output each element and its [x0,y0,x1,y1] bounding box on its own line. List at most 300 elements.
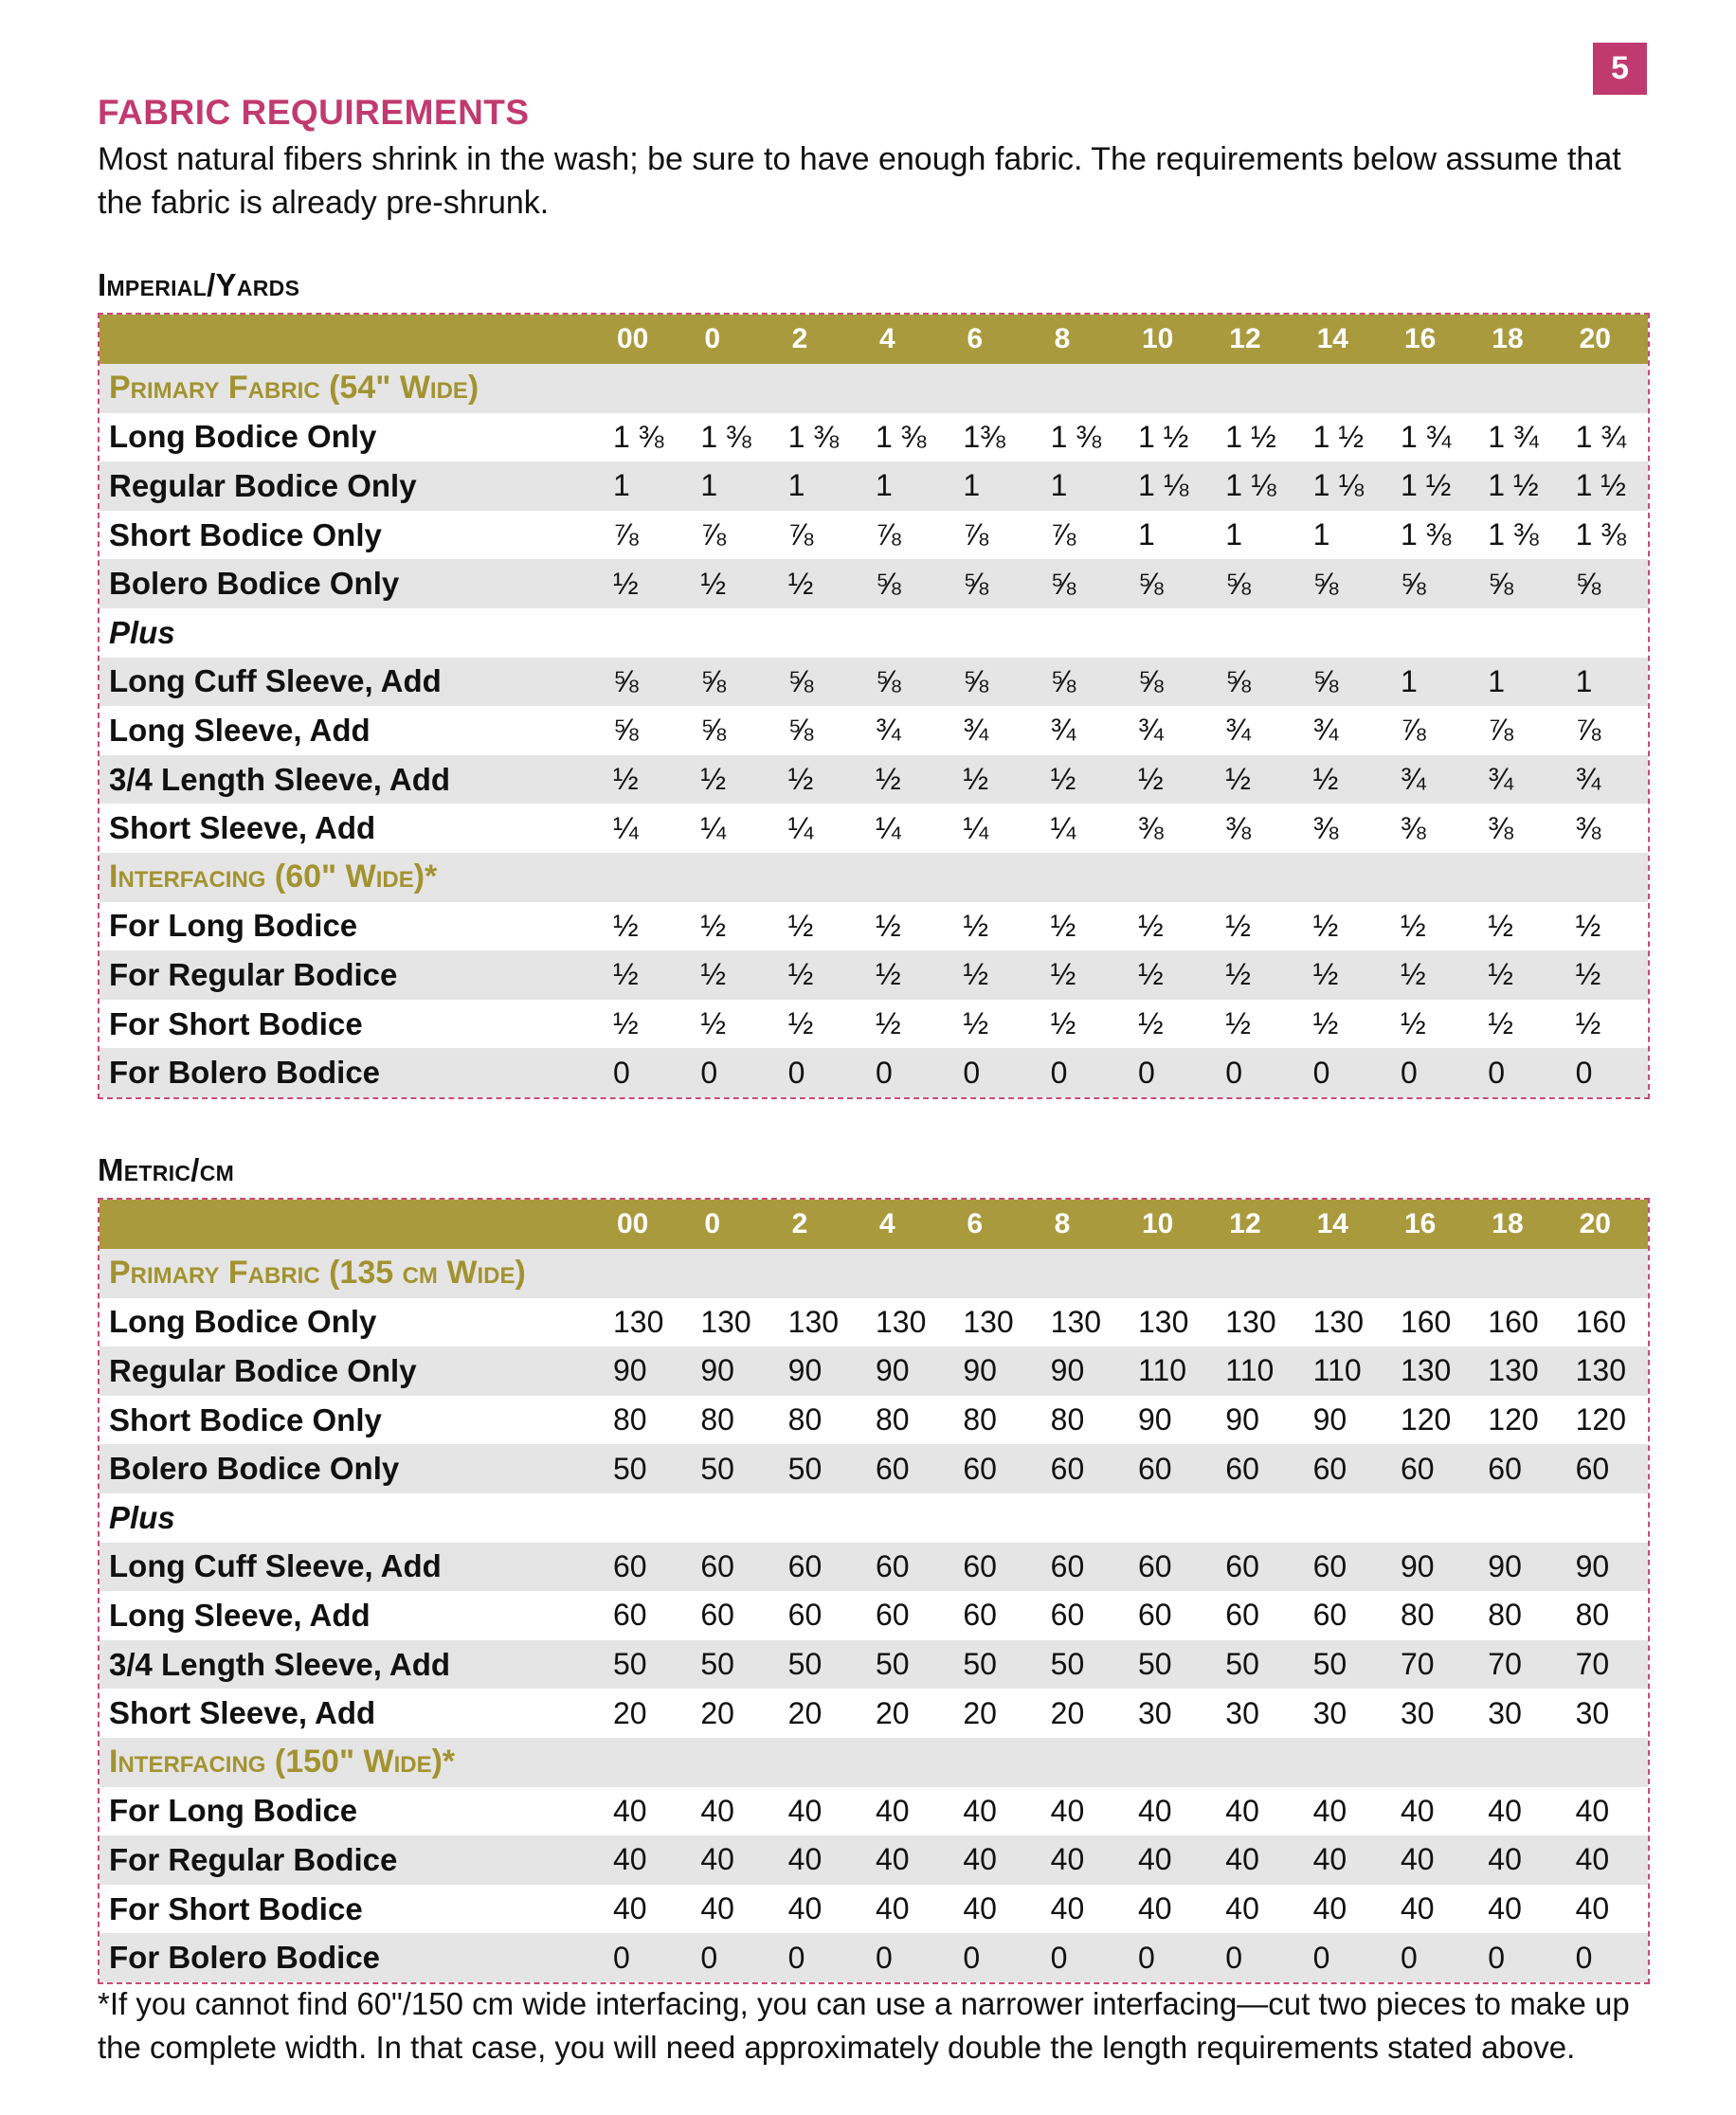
table-cell: ½ [1575,957,1601,992]
table-cell: 40 [1312,1793,1347,1828]
table-cell: ½ [787,566,814,601]
table-cell: 40 [1400,1793,1435,1828]
table-cell: ⅜ [1225,810,1251,845]
row-label: For Bolero Bodice [109,1940,381,1976]
page-title: FABRIC REQUIREMENTS [98,93,530,132]
table-cell: ⅝ [1137,663,1164,698]
table-cell: ⅜ [1137,810,1164,845]
table-cell: 50 [1312,1647,1347,1682]
row-label: For Short Bodice [109,1005,363,1041]
row-label: For Long Bodice [109,1793,358,1829]
table-cell: ¼ [700,810,727,845]
table-cell: ½ [613,908,639,943]
table-cell: ⅝ [787,663,814,698]
table-cell: 110 [1137,1353,1186,1388]
table-cell: 40 [963,1842,997,1877]
table-cell: 1⅜ [963,419,1005,454]
table-cell: 0 [875,1055,893,1090]
table-cell: 40 [963,1891,997,1926]
table-cell: 40 [700,1793,734,1828]
table-cell: ⅝ [963,566,988,601]
table-cell: ¼ [963,810,988,845]
size-header-cell: 6 [967,1208,983,1239]
table-cell: 40 [1575,1842,1610,1877]
table-cell: ½ [1225,908,1251,943]
table-cell: 40 [875,1793,910,1828]
table-cell: 130 [875,1304,927,1339]
table-cell: 50 [613,1647,647,1682]
table-cell: ½ [1312,908,1339,943]
table-cell: 30 [1137,1695,1172,1730]
size-header-cell: 20 [1579,1208,1611,1239]
table-cell: ½ [1575,1006,1601,1041]
table-cell: 130 [1575,1353,1626,1388]
section-row [99,853,1648,902]
table-cell: ½ [1400,957,1426,992]
table-cell: 60 [1312,1451,1347,1486]
size-header-cell: 2 [791,323,808,354]
row-label: Short Bodice Only [109,516,382,552]
size-header-cell: 0 [704,1208,721,1239]
table-cell: 60 [875,1598,910,1633]
row-label: Plus [109,1499,175,1535]
row-label: 3/4 Length Sleeve, Add [109,1646,451,1682]
table-cell: ¾ [1575,762,1601,797]
table-cell: 160 [1575,1304,1626,1339]
table-cell: 1 [1488,663,1506,698]
table-cell: 50 [963,1647,997,1682]
table-cell: 1 ½ [1225,419,1276,454]
table-cell: 0 [1050,1940,1068,1975]
table-cell: 1 ¾ [1575,419,1626,454]
table-cell: ½ [875,1006,901,1041]
table-cell: 0 [613,1940,630,1975]
table-cell: 40 [1225,1891,1259,1926]
table-row [99,1835,1648,1885]
table-cell: 1 [1312,517,1330,552]
table-cell: 90 [1575,1548,1610,1583]
table-cell: 40 [1050,1793,1085,1828]
size-header-cell: 16 [1403,1208,1437,1239]
table-cell: 30 [1488,1695,1522,1730]
row-label: Regular Bodice Only [109,1352,417,1388]
row-label: Long Sleeve, Add [109,712,371,748]
size-header-cell: 14 [1316,1208,1348,1239]
table-cell: 40 [1312,1842,1347,1877]
table-cell: 60 [787,1548,823,1583]
table-cell: 1 ½ [1488,468,1539,503]
size-header-cell: 20 [1579,323,1611,354]
row-label: Long Cuff Sleeve, Add [109,1548,442,1584]
table-cell: 40 [1137,1793,1172,1828]
table-cell: 20 [875,1695,910,1730]
table-cell: ⅞ [700,517,727,552]
table-cell: ⅜ [1488,810,1513,845]
table-cell: 90 [963,1353,997,1388]
table-cell: 1 ⅜ [1400,517,1452,552]
table-cell: ⅝ [1575,566,1601,601]
table-cell: ⅝ [1225,566,1251,601]
row-label: Short Bodice Only [109,1401,382,1437]
plus-row [99,608,1648,658]
table-cell: 80 [963,1402,997,1437]
table-cell: ½ [787,908,814,943]
table-cell: ¼ [787,810,814,845]
size-header-cell: 12 [1229,323,1261,354]
size-header-row [99,1200,1648,1249]
table-cell: ½ [1050,957,1076,992]
table-cell: ¼ [1050,810,1076,845]
table-cell: ⅝ [1488,566,1513,601]
table-cell: 130 [613,1304,664,1339]
table-cell: 60 [963,1548,997,1583]
table-cell: 1 ⅛ [1225,468,1276,503]
table-cell: 60 [787,1598,823,1633]
table-cell: 130 [1225,1304,1276,1339]
size-header-cell: 14 [1316,323,1348,354]
imperial-table [98,313,1650,1099]
table-cell: ¾ [875,713,901,748]
table-cell: 40 [1488,1793,1522,1828]
table-cell: 0 [1488,1940,1506,1975]
table-cell: 30 [1575,1695,1610,1730]
table-row [99,1640,1648,1690]
size-header-cell: 8 [1054,1208,1071,1239]
table-cell: 30 [1400,1695,1435,1730]
table-cell: ⅞ [1050,517,1076,552]
table-cell: 1 [1575,663,1593,698]
table-cell: 1 ⅛ [1312,468,1364,503]
table-cell: 90 [1137,1402,1172,1437]
table-cell: ⅜ [1312,810,1339,845]
table-cell: 130 [1312,1304,1365,1339]
table-row [99,1543,1648,1592]
table-row [99,1396,1648,1445]
table-cell: 1 [963,468,981,503]
table-cell: 60 [1225,1548,1259,1583]
table-cell: ⅝ [875,566,901,601]
table-cell: ½ [1137,1006,1164,1041]
table-cell: 40 [700,1842,734,1877]
table-cell: 60 [1050,1548,1085,1583]
table-cell: ½ [613,957,639,992]
table-cell: ½ [1225,957,1251,992]
table-cell: 40 [700,1891,734,1926]
table-cell: 1 ⅜ [613,419,664,454]
table-cell: 30 [1225,1695,1259,1730]
table-cell: 50 [700,1451,734,1486]
size-header-cell: 10 [1141,323,1174,354]
table-cell: 40 [1312,1891,1347,1926]
row-label: For Regular Bodice [109,1841,398,1877]
table-cell: ⅝ [1312,663,1339,698]
table-cell: 110 [1312,1353,1362,1388]
table-cell: ½ [1488,1006,1513,1041]
table-cell: 20 [700,1695,734,1730]
table-cell: 130 [1137,1304,1189,1339]
table-cell: ½ [875,908,901,943]
table-cell: 50 [787,1647,823,1682]
row-label: Interfacing (150" Wide)* [109,1744,456,1781]
table-cell: ⅝ [1137,566,1164,601]
table-cell: 50 [613,1451,647,1486]
table-cell: ⅝ [613,713,639,748]
table-cell: 40 [1137,1891,1172,1926]
table-cell: 20 [787,1695,823,1730]
size-header-cell: 6 [967,323,983,354]
table-cell: ¾ [1488,762,1513,797]
table-cell: 1 [1050,468,1068,503]
table-cell: 60 [1312,1598,1347,1633]
table-cell: ½ [1050,762,1076,797]
table-cell: 80 [1050,1402,1085,1437]
table-cell: 90 [613,1353,647,1388]
row-label: For Short Bodice [109,1890,363,1926]
table-cell: 60 [613,1598,647,1633]
table-cell: ½ [1137,957,1164,992]
table-cell: 60 [1225,1451,1259,1486]
table-cell: ½ [787,957,814,992]
table-cell: ¾ [1225,713,1251,748]
table-cell: 130 [1488,1353,1539,1388]
table-cell: 70 [1575,1647,1610,1682]
table-cell: 40 [787,1842,823,1877]
row-label: Regular Bodice Only [109,467,417,503]
table-cell: 40 [613,1891,647,1926]
table-cell: ⅝ [787,713,814,748]
table-cell: ⅞ [1488,713,1513,748]
table-cell: 40 [1400,1891,1435,1926]
table-cell: 80 [875,1402,910,1437]
table-cell: 40 [1225,1842,1259,1877]
table-cell: 1 ⅜ [700,419,751,454]
section-row [99,364,1648,413]
table-row [99,1444,1648,1493]
table-cell: 40 [787,1793,823,1828]
table-cell: 1 ½ [1312,419,1364,454]
size-header-cell: 12 [1229,1208,1261,1239]
table-cell: 0 [1575,1940,1593,1975]
table-cell: ½ [700,566,727,601]
table-cell: ⅞ [1400,713,1426,748]
table-cell: ½ [1400,1006,1426,1041]
table-row [99,1048,1648,1097]
size-header-cell: 16 [1403,323,1437,354]
table-cell: ¾ [1050,713,1076,748]
table-cell: ⅝ [1312,566,1339,601]
row-label: Long Cuff Sleeve, Add [109,663,442,699]
table-cell: 60 [1400,1451,1435,1486]
table-cell: 1 ¾ [1400,419,1452,454]
metric-table [98,1198,1650,1984]
table-row [99,755,1648,804]
row-label: Bolero Bodice Only [109,1451,400,1487]
table-cell: ⅝ [613,663,639,698]
table-cell: ½ [700,762,727,797]
table-cell: 0 [963,1055,981,1090]
table-cell: 50 [700,1647,734,1682]
table-cell: 0 [875,1940,893,1975]
table-cell: ⅞ [875,517,901,552]
table-cell: ½ [963,762,988,797]
table-cell: 0 [1137,1055,1155,1090]
table-row [99,1787,1648,1836]
table-cell: ⅜ [1575,810,1601,845]
row-label: Primary Fabric (135 cm Wide) [109,1255,526,1292]
table-row [99,1000,1648,1049]
table-cell: 120 [1575,1402,1626,1437]
table-cell: 0 [1050,1055,1068,1090]
table-cell: 60 [1050,1451,1085,1486]
table-cell: 0 [1575,1055,1593,1090]
table-cell: 40 [963,1793,997,1828]
table-cell: 60 [700,1548,734,1583]
row-label: Short Sleeve, Add [109,1695,376,1731]
table-cell: 80 [787,1402,823,1437]
row-label: Short Sleeve, Add [109,810,376,846]
table-cell: ⅜ [1400,810,1426,845]
table-cell: 1 ½ [1137,419,1189,454]
table-cell: 1 ⅜ [1575,517,1626,552]
table-cell: 110 [1225,1353,1275,1388]
table-cell: ½ [700,1006,727,1041]
table-cell: ½ [1488,908,1513,943]
table-row [99,511,1648,560]
table-cell: ½ [1225,762,1251,797]
table-cell: 80 [613,1402,647,1437]
table-row [99,950,1648,1000]
table-cell: 1 ½ [1575,468,1626,503]
table-cell: 40 [613,1842,647,1877]
table-cell: ½ [700,957,727,992]
size-header-cell: 2 [791,1208,808,1239]
table-cell: 40 [1488,1842,1522,1877]
table-row [99,706,1648,755]
table-cell: 60 [1137,1598,1172,1633]
table-cell: ½ [613,1006,639,1041]
table-cell: ¾ [1312,713,1339,748]
table-cell: 20 [613,1695,647,1730]
table-row [99,559,1648,608]
table-row [99,1591,1648,1640]
table-cell: 0 [1400,1940,1418,1975]
table-cell: 1 [875,468,893,503]
table-cell: ½ [1050,908,1076,943]
table-cell: 130 [1050,1304,1102,1339]
table-cell: ½ [787,762,814,797]
size-header-cell: 00 [617,1208,649,1239]
table-cell: ½ [1575,908,1601,943]
row-label: Plus [109,614,175,650]
table-cell: 0 [1488,1055,1506,1090]
table-cell: ½ [1312,957,1339,992]
table-cell: ½ [963,908,988,943]
table-row [99,902,1648,951]
table-cell: 0 [787,1940,805,1975]
footnote: *If you cannot find 60"/150 cm wide interfacing, you can use a narrower interfacing—cut two pieces to make up the complete width. In that case, you will need approximately double the length requirements stated above. [98,1986,1630,2065]
table-cell: 70 [1400,1647,1435,1682]
table-cell: 60 [963,1598,997,1633]
table-cell: 0 [963,1940,981,1975]
table-cell: ½ [1137,908,1164,943]
table-cell: 130 [963,1304,1014,1339]
table-cell: ⅞ [1575,713,1601,748]
table-row [99,1689,1648,1738]
table-cell: ½ [1312,762,1339,797]
table-cell: 50 [1050,1647,1085,1682]
table-cell: 90 [1312,1402,1347,1437]
table-cell: 90 [875,1353,910,1388]
table-row [99,461,1648,511]
table-cell: 130 [787,1304,840,1339]
table-cell: 80 [700,1402,734,1437]
table-cell: ½ [1137,762,1164,797]
table-cell: 160 [1488,1304,1539,1339]
table-cell: 60 [1225,1598,1259,1633]
table-cell: 20 [1050,1695,1085,1730]
table-cell: ½ [613,762,639,797]
intro-text: Most natural fibers shrink in the wash; be sure to have enough fabric. The requirements below assume that the fabric is already pre-shrunk. [98,141,1621,221]
table-cell: 1 ¾ [1488,419,1539,454]
table-cell: 90 [1050,1353,1085,1388]
row-label: For Bolero Bodice [109,1055,381,1091]
table-cell: 40 [1050,1842,1085,1877]
table-cell: 40 [1225,1793,1259,1828]
table-cell: 0 [1400,1055,1418,1090]
table-cell: ⅝ [1400,566,1426,601]
table-cell: 40 [1575,1891,1610,1926]
table-cell: 60 [1488,1451,1522,1486]
table-cell: ⅝ [1225,663,1251,698]
table-cell: ⅝ [875,663,901,698]
table-cell: ¼ [875,810,901,845]
table-cell: 0 [1312,1055,1330,1090]
table-cell: ⅞ [613,517,639,552]
table-cell: ½ [613,566,639,601]
table-cell: 50 [1225,1647,1259,1682]
table-cell: ½ [963,957,988,992]
table-cell: 0 [1225,1940,1243,1975]
row-label: 3/4 Length Sleeve, Add [109,761,451,797]
table-cell: 40 [787,1891,823,1926]
table-cell: ⅞ [787,517,814,552]
table-cell: 1 [1225,517,1243,552]
row-label: Interfacing (60" Wide)* [109,859,438,895]
table-cell: ¾ [1400,762,1426,797]
table-cell: 60 [1575,1451,1610,1486]
table-cell: 90 [1488,1548,1522,1583]
table-cell: 50 [875,1647,910,1682]
table-cell: 1 ⅜ [787,419,840,454]
table-cell: ½ [1225,1006,1251,1041]
table-cell: 30 [1312,1695,1347,1730]
table-cell: 90 [1225,1402,1259,1437]
size-header-cell: 10 [1141,1208,1174,1239]
table-row [99,658,1648,707]
table-row [99,1298,1648,1347]
table-cell: 20 [963,1695,997,1730]
table-cell: ½ [1488,957,1513,992]
table-cell: 60 [1137,1548,1172,1583]
row-label: Bolero Bodice Only [109,566,400,602]
table-cell: ½ [787,1006,814,1041]
section-row [99,1249,1648,1298]
row-label: Long Bodice Only [109,1304,377,1340]
table-cell: 130 [1400,1353,1452,1388]
row-label: Long Bodice Only [109,419,377,455]
table-cell: 0 [700,1055,718,1090]
table-cell: 0 [787,1055,805,1090]
